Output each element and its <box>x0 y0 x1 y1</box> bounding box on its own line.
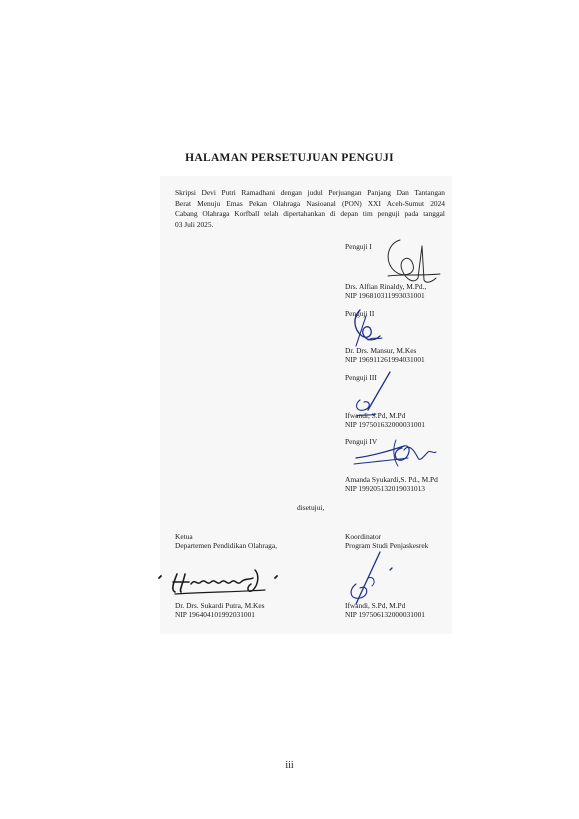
koordinator-program: Program Studi Penjaskesrek <box>345 541 429 550</box>
examiner-1-name: Drs. Alfian Rinaldy, M.Pd., <box>345 282 427 291</box>
examiner-1-nip: NIP 196810311993031001 <box>345 291 425 300</box>
page-title: HALAMAN PERSETUJUAN PENGUJI <box>185 152 394 164</box>
examiner-3-nip: NIP 197501632000031001 <box>345 420 425 429</box>
signature-ketua-icon <box>155 560 285 600</box>
ketua-role: Ketua <box>175 532 193 541</box>
signature-penguji-2-icon <box>348 306 388 350</box>
examiner-2-nip: NIP 196911261994031001 <box>345 355 425 364</box>
ketua-department: Departemen Pendidikan Olahraga, <box>175 541 277 550</box>
ketua-name: Dr. Drs. Sukardi Putra, M.Kes <box>175 601 265 610</box>
paragraph-line: Skripsi Devi Putri Ramadhani dengan judul Perjuangan Panjang Dan Tantangan <box>175 188 445 197</box>
paragraph-line: Cabang Olahraga Korfball telah dipertahankan di depan tim penguji pada tanggal <box>175 209 445 219</box>
examiner-3-label: Penguji III <box>345 373 377 382</box>
paragraph-line: Berat Menuju Emas Pekan Olahraga Nasioanal (PON) XXI Aceh-Sumut 2024 <box>175 198 445 208</box>
approved-label: disetujui, <box>297 503 325 512</box>
examiner-2-name: Dr. Drs. Mansur, M.Kes <box>345 346 417 355</box>
paragraph-line: 03 Juli 2025. <box>175 219 214 229</box>
examiner-2-label: Penguji II <box>345 309 375 318</box>
examiner-1-label: Penguji I <box>345 242 372 251</box>
signature-penguji-4-icon <box>352 436 438 472</box>
ketua-nip: NIP 196404101992031001 <box>175 610 255 619</box>
koordinator-role: Koordinator <box>345 532 382 541</box>
approval-paragraph <box>175 188 445 230</box>
examiner-4-name: Amanda Syukardi,S. Pd., M.Pd <box>345 475 438 484</box>
page-number: iii <box>285 760 294 771</box>
koordinator-nip: NIP 197506132000031001 <box>345 610 425 619</box>
examiner-4-label: Penguji IV <box>345 437 378 446</box>
koordinator-name: Ifwandi, S.Pd, M.Pd <box>345 601 406 610</box>
examiner-3-name: Ifwandi, S.Pd, M.Pd <box>345 411 406 420</box>
examiner-4-nip: NIP 199205132019031013 <box>345 484 425 493</box>
